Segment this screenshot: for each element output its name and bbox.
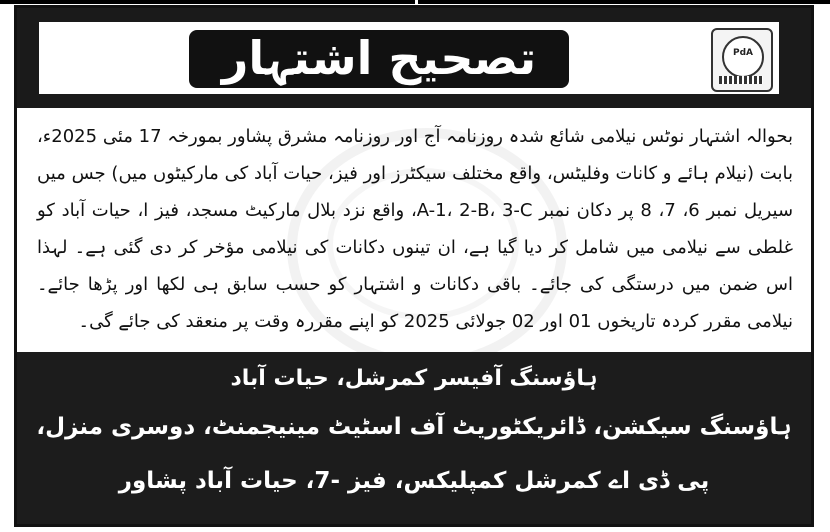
header-band [17, 8, 811, 108]
notice-body: بحوالہ اشتہار نوٹس نیلامی شائع شدہ روزنامہ آج اور روزنامہ مشرق پشاور بمورخہ 17 مئی 2025ء، بابت (نیلام ہائے و کانات وفلیٹس، واقع مختلف سیکٹرز اور فیز، حیات آباد کی مارکیٹوں میں) جس میں سیریل نمبر 6، 7، 8 پر دکان نمبر A-1، 2-B، 3-C، واقع نزد بلال مارکیٹ مسجد، فیز ا، حیات آباد کو غلطی سے نیلامی میں شامل کر دیا گیا ہے، ان تینوں دکانات کی نیلامی مؤخر کر دی گئی ہے۔ لہذا اس ضمن میں درستگی کی جائے۔ باقی دکانات و اشتہار کو حسب سابق ہی لکھا اور پڑھا جائے۔ نیلامی مقرر کردہ تاریخوں 01 اور 02 جولائی 2025 کو اپنے مقررہ وقت پر منعقد کی جائے گی۔ [37, 126, 794, 332]
logo-seal [722, 36, 764, 78]
advertisement-title: تصحیح اشتہار [221, 31, 537, 85]
logo-text: PdA [732, 48, 753, 58]
correction-advertisement [14, 5, 814, 527]
pda-logo [711, 28, 773, 92]
footer-address-line-2: پی ڈی اے کمرشل کمپلیکس، فیز -7، حیات آباد پشاور [118, 468, 710, 494]
top-border-strip [0, 0, 830, 4]
footer-band [17, 352, 811, 524]
footer-officer: ہاؤسنگ آفیسر کمرشل، حیات آباد [230, 366, 598, 391]
logo-ribbon [719, 76, 763, 84]
footer-address-line-1: ہاؤسنگ سیکشن، ڈائریکٹوریٹ آف اسٹیٹ مینیجمنٹ، دوسری منزل، [36, 414, 792, 440]
header-panel [39, 22, 779, 94]
